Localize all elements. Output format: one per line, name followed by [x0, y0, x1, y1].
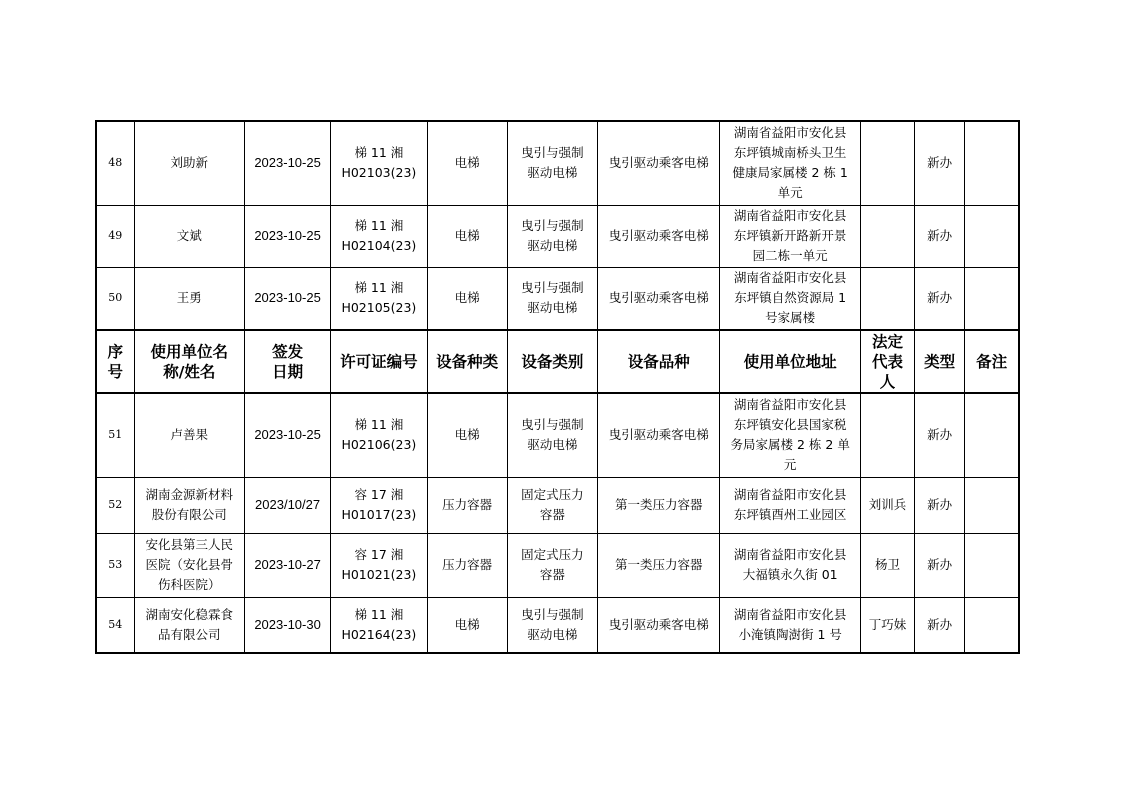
cell-type-text: 新办 — [927, 228, 953, 243]
cell-address-text: 湖南省益阳市安化县 东坪镇安化县国家税 务局家属楼 2 栋 2 单 元 — [730, 397, 850, 473]
cell-equip-kind — [427, 205, 507, 267]
cell-unit — [134, 205, 244, 267]
cell-equip-variety-text: 第一类压力容器 — [615, 557, 703, 572]
cell-remarks — [965, 393, 1019, 477]
cell-address — [720, 393, 860, 477]
cell-date — [244, 477, 330, 533]
cell-unit — [134, 121, 244, 205]
cell-seq — [96, 597, 134, 653]
cell-date — [244, 597, 330, 653]
cell-date — [244, 205, 330, 267]
header-date: 签发 日期 — [244, 330, 330, 393]
cell-unit — [134, 477, 244, 533]
cell-address — [720, 205, 860, 267]
cell-type — [915, 205, 965, 267]
cell-equip-kind — [427, 267, 507, 330]
cell-seq-text: 50 — [108, 291, 123, 305]
cell-equip-category-text: 曳引与强制 驱动电梯 — [521, 218, 584, 253]
cell-equip-variety-text: 曳引驱动乘客电梯 — [608, 427, 709, 443]
cell-address-text: 湖南省益阳市安化县 东坪镇自然资源局 1 号家属楼 — [733, 270, 847, 326]
cell-unit-text: 文斌 — [176, 228, 202, 243]
cell-permit-text: 梯 11 湘 H02164(23) — [341, 606, 417, 642]
cell-date — [244, 267, 330, 330]
table-row — [96, 597, 1019, 653]
cell-equip-category-text: 固定式压力 容器 — [521, 487, 584, 522]
cell-address — [720, 121, 860, 205]
cell-equip-variety — [598, 533, 720, 597]
cell-seq — [96, 533, 134, 597]
cell-equip-category-text: 曳引与强制 驱动电梯 — [521, 417, 584, 453]
header-type: 类型 — [915, 330, 965, 393]
table-row — [96, 477, 1019, 533]
cell-seq — [96, 393, 134, 477]
cell-equip-variety — [598, 597, 720, 653]
cell-unit — [134, 597, 244, 653]
permit-table — [95, 120, 1020, 654]
cell-unit-text: 安化县第三人民 医院（安化县骨 伤科医院） — [145, 537, 234, 592]
cell-equip-category — [507, 477, 597, 533]
cell-equip-kind — [427, 533, 507, 597]
cell-permit — [331, 477, 427, 533]
cell-equip-kind — [427, 597, 507, 653]
cell-equip-kind — [427, 121, 507, 205]
cell-permit-text: 梯 11 湘 H02106(23) — [341, 417, 417, 453]
table-header — [96, 330, 1019, 393]
cell-permit-text: 容 17 湘 H01021(23) — [341, 547, 417, 582]
cell-seq-text: 48 — [108, 156, 123, 170]
cell-date-text: 2023-10-25 — [254, 228, 321, 243]
header-row — [96, 330, 1019, 393]
header-address: 使用单位地址 — [720, 330, 860, 393]
cell-equip-kind-text: 电梯 — [454, 427, 480, 443]
rows-after-header — [96, 393, 1019, 653]
header-remarks: 备注 — [965, 330, 1019, 393]
table-row — [96, 121, 1019, 205]
cell-remarks — [965, 597, 1019, 653]
header-equip-variety: 设备品种 — [598, 330, 720, 393]
cell-address-text: 湖南省益阳市安化县 东坪镇酉州工业园区 — [733, 487, 847, 522]
cell-date-text: 2023-10-27 — [254, 557, 321, 572]
cell-address — [720, 533, 860, 597]
cell-address — [720, 597, 860, 653]
cell-address-text: 湖南省益阳市安化县 大福镇永久街 01 — [733, 547, 847, 582]
cell-equip-category — [507, 597, 597, 653]
cell-equip-category-text: 曳引与强制 驱动电梯 — [521, 606, 584, 642]
cell-permit — [331, 533, 427, 597]
cell-remarks — [965, 533, 1019, 597]
cell-permit — [331, 205, 427, 267]
cell-address-text: 湖南省益阳市安化县 东坪镇新开路新开景 园二栋一单元 — [733, 208, 847, 263]
cell-legal-rep — [860, 533, 914, 597]
cell-date-text: 2023-10-25 — [254, 427, 321, 443]
cell-remarks — [965, 477, 1019, 533]
cell-legal-rep — [860, 393, 914, 477]
cell-unit-text: 刘助新 — [170, 155, 209, 171]
cell-date — [244, 533, 330, 597]
cell-seq-text: 52 — [108, 498, 123, 511]
header-legal-rep: 法定 代表 人 — [860, 330, 914, 393]
cell-seq — [96, 267, 134, 330]
cell-address — [720, 477, 860, 533]
header-equip-kind: 设备种类 — [427, 330, 507, 393]
header-permit: 许可证编号 — [331, 330, 427, 393]
cell-equip-kind-text: 电梯 — [454, 290, 480, 306]
cell-equip-category — [507, 267, 597, 330]
cell-equip-kind — [427, 393, 507, 477]
cell-equip-kind-text: 电梯 — [454, 228, 480, 243]
cell-equip-variety-text: 曳引驱动乘客电梯 — [608, 290, 709, 306]
cell-date-text: 2023-10-25 — [254, 290, 321, 306]
cell-equip-variety — [598, 121, 720, 205]
cell-date — [244, 393, 330, 477]
cell-type — [915, 597, 965, 653]
table-row — [96, 267, 1019, 330]
cell-unit-text: 湖南金源新材料 股份有限公司 — [145, 487, 234, 522]
cell-type-text: 新办 — [927, 155, 953, 171]
cell-equip-variety — [598, 477, 720, 533]
cell-permit-text: 梯 11 湘 H02105(23) — [341, 280, 417, 316]
header-unit: 使用单位名 称/姓名 — [134, 330, 244, 393]
cell-legal-rep-text: 刘训兵 — [868, 497, 907, 512]
cell-address — [720, 267, 860, 330]
cell-legal-rep — [860, 121, 914, 205]
cell-seq — [96, 477, 134, 533]
cell-unit-text: 卢善果 — [170, 427, 209, 443]
cell-equip-variety-text: 曳引驱动乘客电梯 — [608, 616, 709, 632]
cell-type — [915, 477, 965, 533]
cell-equip-category-text: 曳引与强制 驱动电梯 — [521, 145, 584, 181]
rows-before-header — [96, 121, 1019, 330]
cell-seq — [96, 205, 134, 267]
cell-type-text: 新办 — [927, 557, 953, 572]
cell-equip-variety-text: 曳引驱动乘客电梯 — [608, 228, 709, 243]
cell-type-text: 新办 — [927, 290, 953, 306]
cell-type — [915, 533, 965, 597]
cell-type — [915, 393, 965, 477]
cell-date-text: 2023/10/27 — [255, 497, 321, 512]
cell-permit-text: 容 17 湘 H01017(23) — [341, 487, 417, 522]
cell-type-text: 新办 — [927, 616, 953, 632]
cell-equip-category — [507, 205, 597, 267]
cell-equip-kind — [427, 477, 507, 533]
cell-seq-text: 53 — [108, 558, 123, 571]
cell-legal-rep — [860, 205, 914, 267]
cell-equip-category-text: 固定式压力 容器 — [521, 547, 584, 582]
cell-seq — [96, 121, 134, 205]
cell-equip-category — [507, 533, 597, 597]
cell-legal-rep — [860, 477, 914, 533]
cell-seq-text: 49 — [108, 229, 123, 242]
header-equip-category: 设备类别 — [507, 330, 597, 393]
cell-equip-variety — [598, 393, 720, 477]
cell-equip-variety-text: 第一类压力容器 — [615, 497, 703, 512]
cell-equip-variety-text: 曳引驱动乘客电梯 — [608, 155, 709, 171]
cell-remarks — [965, 205, 1019, 267]
cell-unit — [134, 267, 244, 330]
cell-permit-text: 梯 11 湘 H02103(23) — [341, 145, 417, 181]
cell-legal-rep-text: 杨卫 — [874, 557, 900, 572]
cell-address-text: 湖南省益阳市安化县 东坪镇城南桥头卫生 健康局家属楼 2 栋 1 单元 — [732, 125, 848, 201]
cell-equip-kind-text: 电梯 — [454, 616, 480, 632]
table-row — [96, 393, 1019, 477]
cell-permit-text: 梯 11 湘 H02104(23) — [341, 218, 417, 253]
cell-permit — [331, 597, 427, 653]
cell-type-text: 新办 — [927, 427, 953, 443]
cell-legal-rep — [860, 267, 914, 330]
cell-equip-category — [507, 393, 597, 477]
cell-unit — [134, 393, 244, 477]
cell-equip-kind-text: 压力容器 — [442, 557, 493, 572]
cell-equip-variety — [598, 205, 720, 267]
cell-permit — [331, 393, 427, 477]
cell-legal-rep — [860, 597, 914, 653]
cell-seq-text: 54 — [108, 617, 123, 631]
cell-equip-category-text: 曳引与强制 驱动电梯 — [521, 280, 584, 316]
header-seq: 序 号 — [96, 330, 134, 393]
cell-remarks — [965, 121, 1019, 205]
cell-date-text: 2023-10-30 — [254, 616, 321, 632]
cell-type — [915, 121, 965, 205]
cell-address-text: 湖南省益阳市安化县 小淹镇陶澍街 1 号 — [733, 606, 847, 642]
table-row — [96, 205, 1019, 267]
cell-unit-text: 湖南安化稳霖食 品有限公司 — [145, 606, 234, 642]
cell-type-text: 新办 — [927, 497, 953, 512]
cell-unit — [134, 533, 244, 597]
cell-date — [244, 121, 330, 205]
cell-date-text: 2023-10-25 — [254, 155, 321, 171]
cell-equip-variety — [598, 267, 720, 330]
cell-equip-category — [507, 121, 597, 205]
cell-permit — [331, 267, 427, 330]
cell-equip-kind-text: 电梯 — [454, 155, 480, 171]
cell-equip-kind-text: 压力容器 — [442, 497, 493, 512]
cell-legal-rep-text: 丁巧妹 — [868, 616, 907, 632]
cell-remarks — [965, 267, 1019, 330]
cell-seq-text: 51 — [108, 428, 123, 442]
table-row — [96, 533, 1019, 597]
cell-permit — [331, 121, 427, 205]
cell-unit-text: 王勇 — [176, 290, 202, 306]
cell-type — [915, 267, 965, 330]
